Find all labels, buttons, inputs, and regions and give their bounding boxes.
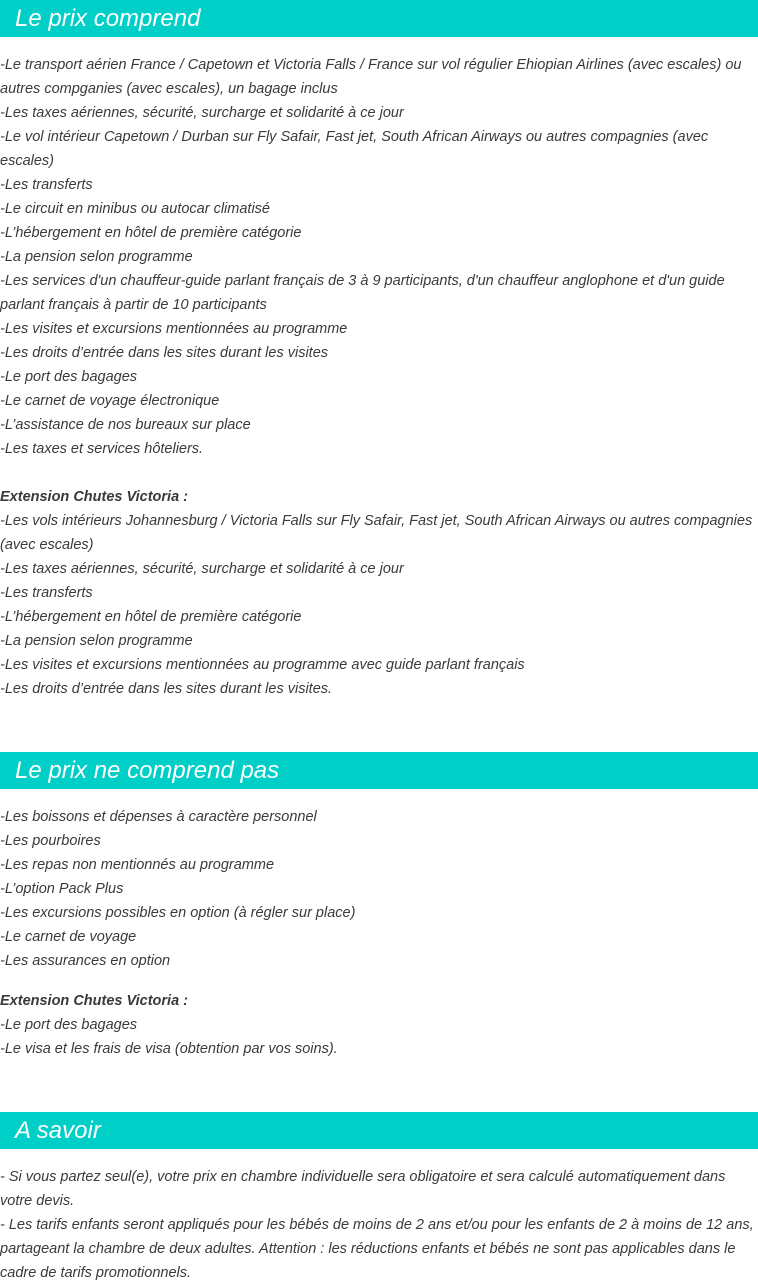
excluded-extension: [0, 989, 754, 1061]
list-item: - Les tarifs enfants seront appliqués pour les bébés de moins de 2 ans et/ou pour les enfants de 2 à moins de 12 ans, partageant la chambre de deux adultes. Attention : les réductions enfants et bébés ne sont pas applicables dans le cadre de tarifs promotionnels.: [0, 1217, 754, 1281]
list-item: -Les visites et excursions mentionnées au programme avec guide parlant français: [0, 657, 525, 673]
section-good-to-know: [0, 1112, 758, 1285]
list-item: -Les excursions possibles en option (à régler sur place): [0, 905, 356, 921]
section-header-excluded: [0, 752, 758, 789]
list-item: -Les droits d’entrée dans les sites durant les visites: [0, 345, 329, 361]
list-item: -Les transferts: [0, 177, 93, 193]
list-item: -La pension selon programme: [0, 249, 193, 265]
list-item: -Les droits d’entrée dans les sites durant les visites.: [0, 681, 333, 697]
list-item: -Le transport aérien France / Capetown et Victoria Falls / France sur vol régulier Ehiopian Airlines (avec escales) ou autres compganies (avec escales), un bagage inclus: [0, 57, 742, 97]
included-list: [0, 37, 758, 701]
list-item: -Les taxes aériennes, sécurité, surcharge et solidarité à ce jour: [0, 105, 404, 121]
list-item: -Les taxes aériennes, sécurité, surcharge et solidarité à ce jour: [0, 561, 404, 577]
list-item: -L’assistance de nos bureaux sur place: [0, 417, 251, 433]
extension-title: Extension Chutes Victoria :: [0, 489, 188, 505]
list-item: -Les vols intérieurs Johannesburg / Victoria Falls sur Fly Safair, Fast jet, South African Airways ou autres compagnies (avec escales): [0, 513, 753, 553]
list-item: -Le port des bagages: [0, 1017, 138, 1033]
list-item: -Les services d'un chauffeur-guide parlant français de 3 à 9 participants, d'un chauffeur anglophone et d'un guide parlant français à partir de 10 participants: [0, 273, 725, 313]
section-header-included: [0, 0, 758, 37]
list-item: -L’hébergement en hôtel de première catégorie: [0, 225, 302, 241]
section-header-good-to-know: [0, 1112, 758, 1149]
section-excluded: [0, 752, 758, 1061]
section-title-good-to-know: A savoir: [15, 1117, 101, 1144]
list-item: -Les repas non mentionnés au programme: [0, 857, 275, 873]
extension-title: Extension Chutes Victoria :: [0, 993, 188, 1009]
list-item: -Le visa et les frais de visa (obtention par vos soins).: [0, 1041, 338, 1057]
list-item: -Les assurances en option: [0, 953, 171, 969]
good-to-know-list: [0, 1149, 758, 1285]
list-item: -Le circuit en minibus ou autocar climatisé: [0, 201, 270, 217]
list-item: - Si vous partez seul(e), votre prix en chambre individuelle sera obligatoire et sera calculé automatiquement dans votre devis.: [0, 1169, 726, 1209]
list-item: -Les boissons et dépenses à caractère personnel: [0, 809, 317, 825]
list-item: -Les pourboires: [0, 833, 101, 849]
excluded-list: [0, 789, 758, 1061]
list-item: -Les transferts: [0, 585, 93, 601]
list-item: -La pension selon programme: [0, 633, 193, 649]
list-item: -Le port des bagages: [0, 369, 138, 385]
list-item: -Le carnet de voyage électronique: [0, 393, 220, 409]
list-item: -Les taxes et services hôteliers.: [0, 441, 204, 457]
list-item: -Les visites et excursions mentionnées au programme: [0, 321, 348, 337]
section-title-excluded: Le prix ne comprend pas: [15, 757, 280, 784]
list-item: -Le carnet de voyage: [0, 929, 137, 945]
list-item: -L’hébergement en hôtel de première catégorie: [0, 609, 302, 625]
section-title-included: Le prix comprend: [15, 5, 201, 32]
list-item: -L’option Pack Plus: [0, 881, 124, 897]
list-item: -Le vol intérieur Capetown / Durban sur Fly Safair, Fast jet, South African Airways ou autres compagnies (avec escales): [0, 129, 709, 169]
included-extension: [0, 485, 754, 701]
